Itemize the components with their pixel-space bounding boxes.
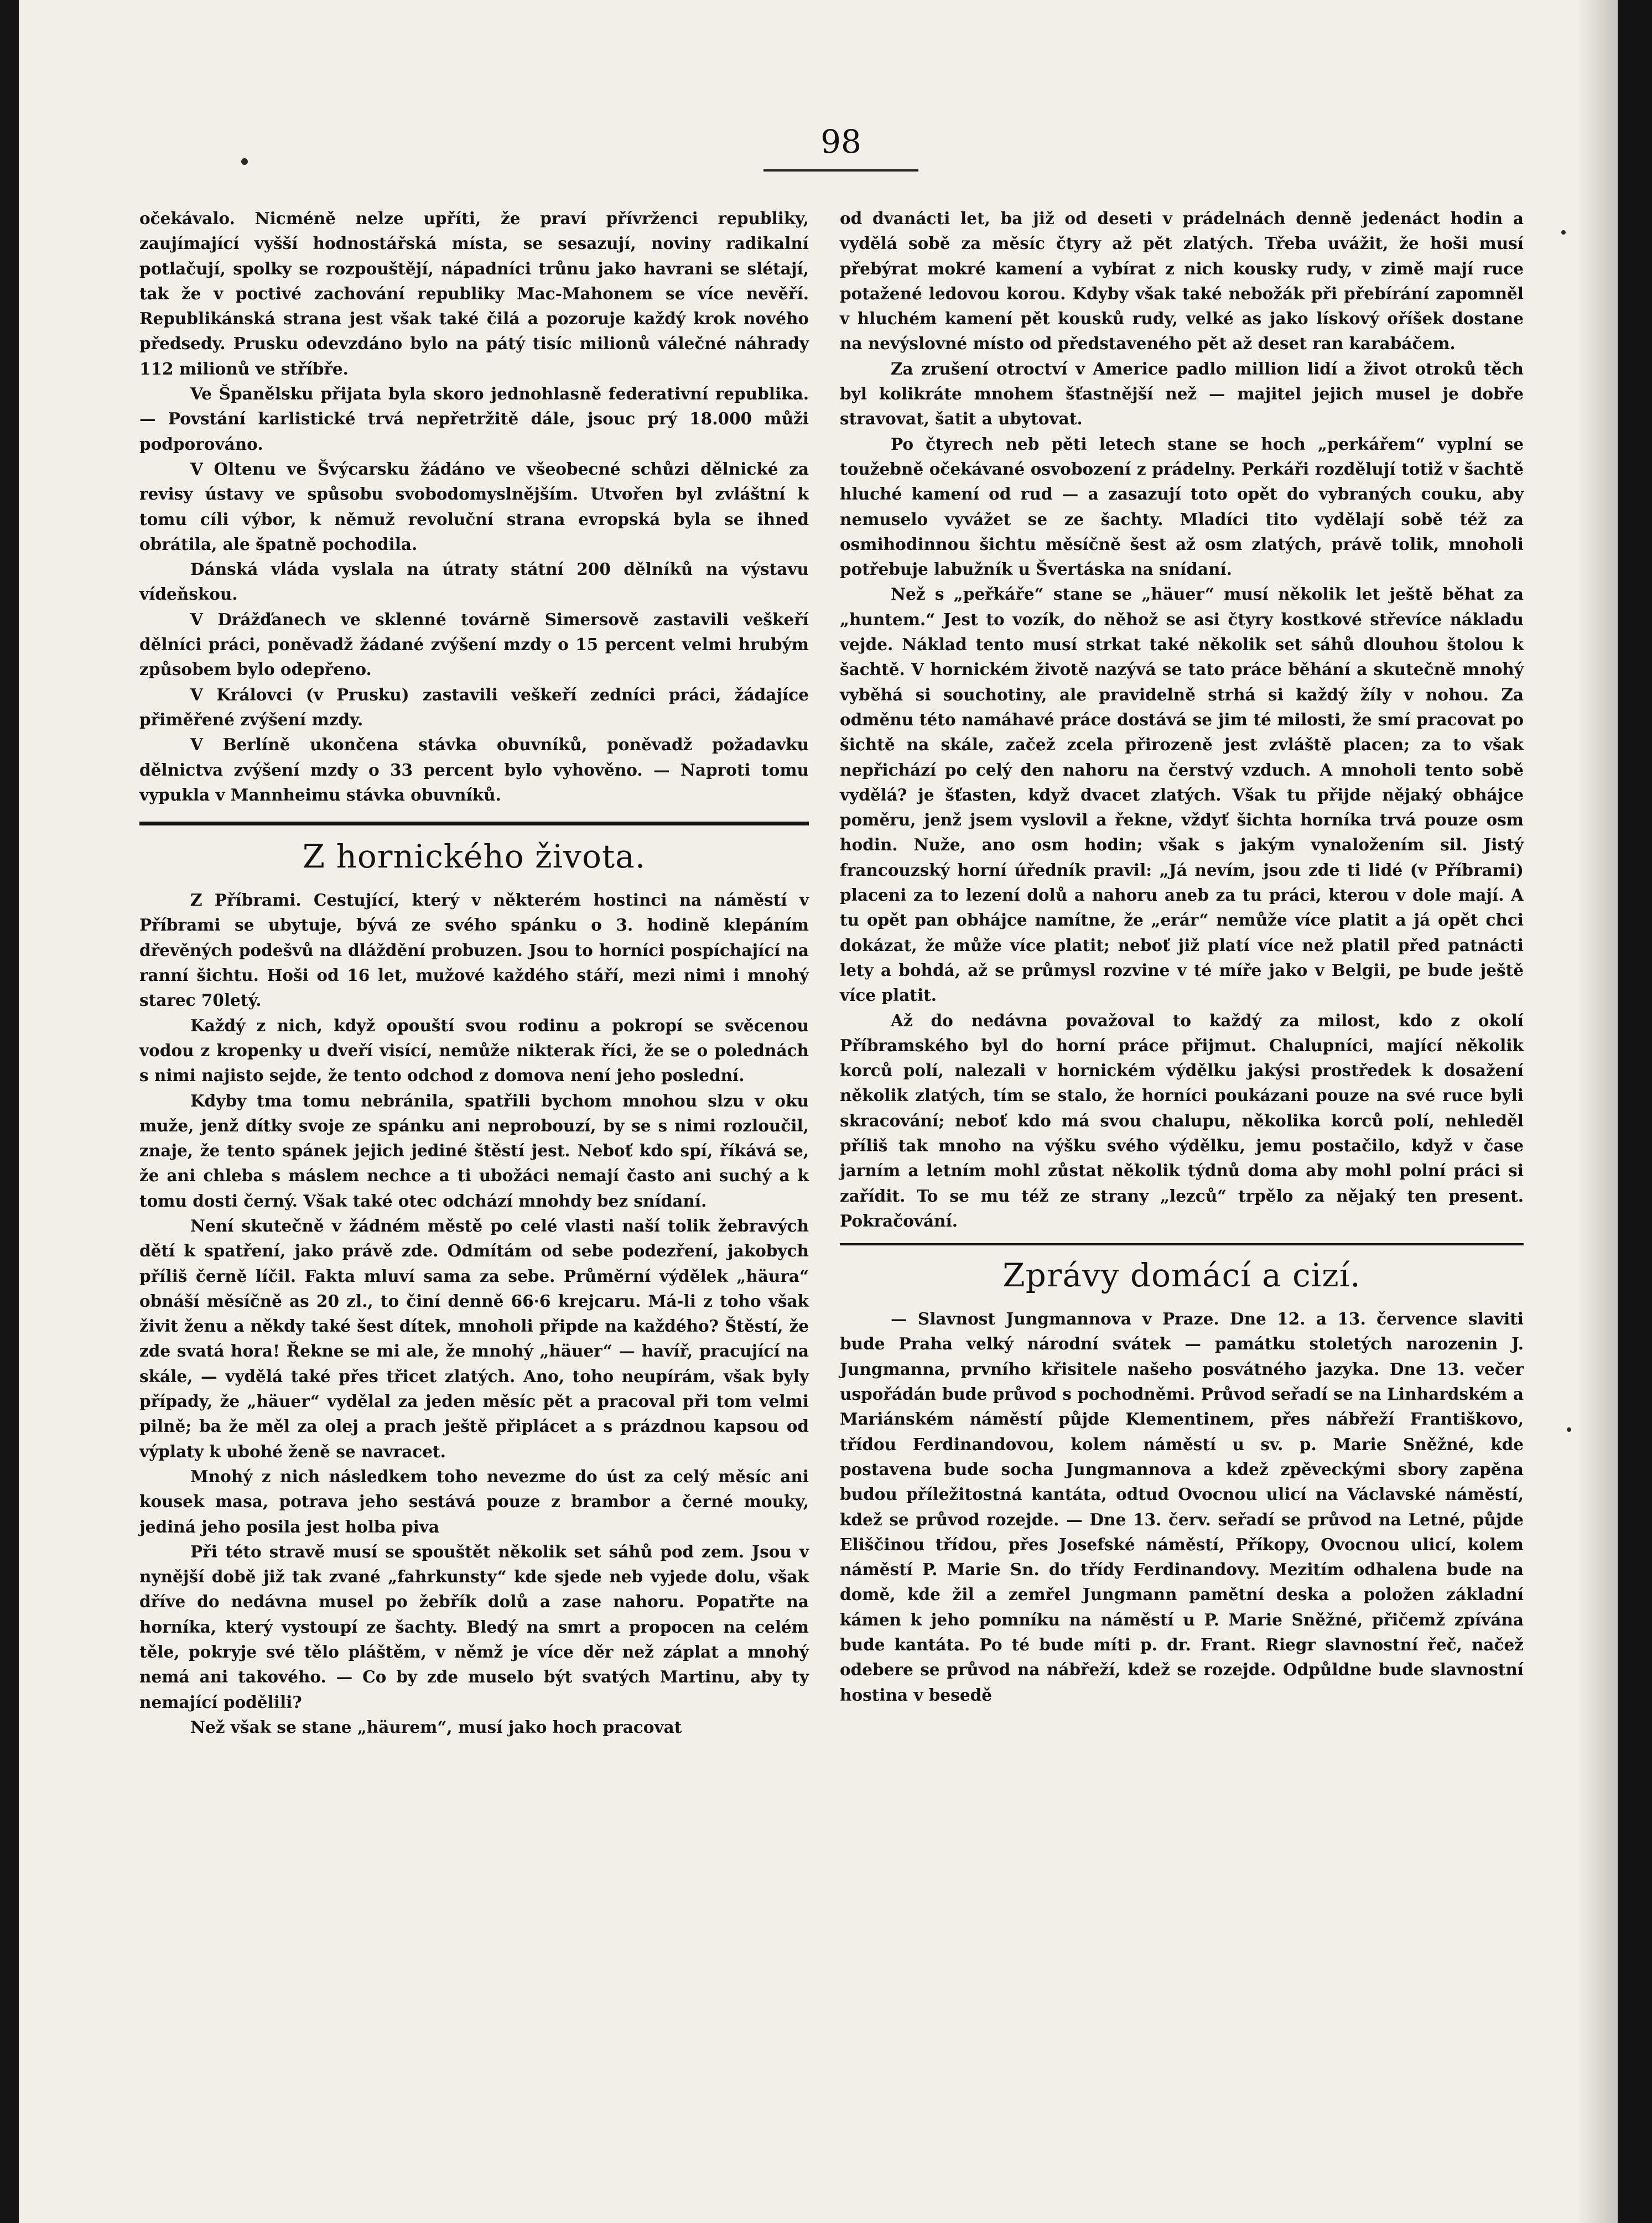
article-paragraph: od dvanácti let, ba již od deseti v prádelnách denně jedenáct hodin a vydělá sobě za měsíc čtyry až pět zlatých. Třeba uvážit, že hoši musí přebýrat mokré kamení a vybírat z nich kousky rudy, v zimě mají ruce potažené ledovou korou. Kdyby však také nebožák při přebírání zapomněl v hluchém kamení pět kousků rudy, velké as jako lískový oříšek dostane na nevýslovné místo od představeného pět až deset ran karabáčem. bbox=[840, 209, 1524, 354]
article-paragraph: Než však se stane „häurem“, musí jako hoch pracovat bbox=[190, 1717, 682, 1737]
news-paragraph-denmark: Dánská vláda vyslala na útraty státní 200 dělníků na výstavu vídeňskou. bbox=[139, 559, 809, 604]
news-paragraph-konigsberg: V Královci (v Prusku) zastavili veškeří zedníci práci, žádajíce přiměřené zvýšení mzdy. bbox=[139, 684, 809, 729]
section-title-domestic-foreign-news: Zprávy domácí a cizí. bbox=[1002, 1256, 1361, 1295]
news-paragraph-dresden: V Drážďanech ve sklenné továrně Simersově zastavili veškeří dělníci práci, poněvadž žádané zvýšení mzdy o 15 percent velmi hrubým způsobem bylo odepřeno. bbox=[139, 609, 809, 679]
article-paragraph: Po čtyrech neb pěti letech stane se hoch „perkářem“ vyplní se toužebně očekávané osvobození z prádelny. Perkáři rozdělují totiž v šachtě hluché kamení od rud — a zasazují toto opět do vybraných couku, aby nemuselo vyvážet se ze šachty. Mladíci tito vydělají sobě též za osmihodinnou šichtu měsíčně šest až osm zlatých, právě tolik, mnoholi potřebuje labužník u Švertáska na snídaní. bbox=[840, 434, 1524, 579]
page-number-rule bbox=[763, 169, 918, 172]
scan-border-right bbox=[1618, 0, 1652, 2223]
scan-speck bbox=[1567, 1427, 1571, 1432]
news-paragraph-spain: Ve Španělsku přijata byla skoro jednohlasně federativní republika. — Povstání karlistické trvá nepřetržitě dále, jsouc prý 18.000 můži podporováno. bbox=[139, 384, 809, 454]
page-edge-shadow bbox=[1577, 0, 1618, 2223]
article-paragraph: Než s „peřkáře“ stane se „häuer“ musí několik let ještě běhat za „huntem.“ Jest to vozík, do něhož se asi čtyry kostkové střevíce nákladu vejde. Náklad tento musí strkat také několik set sáhů dlouhou štolou k šachtě. V hornickém životě nazývá se tato práce běhání a skutečně mnohý vyběhá si souchotiny, ale pravidelně strhá si každý žíly v nohou. Za odměnu této namáhavé práce dostává se jim té milosti, že smí pracovat po šichtě na skále, začež zcela přirozeně jest zvláště placen; za to však nepřichází po celý den nahoru na čerstvý vzduch. A mnoholi tento sobě vydělá? je šťasten, když dvacet zlatých. Však tu přijde nějaký obhájce poměru, jenž jsem vyslovil a řekne, vždyť šichta horníka trvá pouze osm hodin. Nuže, ano osm hodin; však s jakým vynaložením sil. Jistý francouzský horní úředník pravil: „Já nevím, jsou zde ti lidé (v Příbrami) placeni za to lezení dolů a nahoru aneb za tu práci, kterou v dole mají. A tu opět pan obhájce namítne, že „erár“ nemůže více platit a já opět chci dokázat, že může více platit; neboť již platí více než platil před patnácti lety a bohdá, až se průmysl rozvine v té míře jako v Belgii, pe bude ještě více platit. bbox=[840, 584, 1524, 1005]
article-paragraph: Z Příbrami. Cestující, který v některém hostinci na náměstí v Příbrami se ubytuje, bývá ze svého spánku o 3. hodině klepáním dřevěných podešvů na dláždění probuzen. Jsou to horníci pospíchající na ranní šichtu. Hoši od 16 let, mužové každého stáří, mezi nimi i mnohý starec 70letý. bbox=[139, 890, 809, 1010]
page-number: 98 bbox=[820, 123, 861, 160]
scan-speck bbox=[1561, 230, 1566, 235]
article-paragraph: Kdyby tma tomu nebránila, spatřili bychom mnohou slzu v oku muže, jenž dítky svoje ze spánku ani neprobouzí, by se s nimi rozloučil, znaje, že tento spánek jejich jediné štěstí jest. Neboť kdo spí, říkává se, že ani chleba s máslem nechce a ti ubožáci nemají často ani suchý a k tomu dosti černý. Však také otec odchází mnohdy bez snídaní. bbox=[139, 1090, 809, 1211]
left-column bbox=[139, 206, 809, 1739]
section-divider bbox=[840, 1243, 1524, 1245]
article-paragraph: Za zrušení otroctví v Americe padlo million lidí a život otroků těch byl kolikráte mnohem šťastnější než — majitel jejich musel je dobře stravovat, šatit a ubytovat. bbox=[840, 359, 1524, 429]
news-paragraph-berlin: V Berlíně ukončena stávka obuvníků, poněvadž požadavku dělnictva zvýšení mzdy o 33 percent bylo vyhověno. — Naproti tomu vypukla v Mannheimu stávka obuvníků. bbox=[139, 735, 809, 804]
scan-border-left bbox=[0, 0, 19, 2223]
news-paragraph-olten: V Oltenu ve Švýcarsku žádáno ve všeobecné schůzi dělnické za revisy ústavy ve spůsobu svobodomyslnějším. Utvořen byl zvláštní k tomu cíli výbor, k němuž revoluční strana evropská byla se ihned obrátila, ale špatně pochodila. bbox=[139, 459, 809, 554]
article-paragraph: Až do nedávna považoval to každý za milost, kdo z okolí Příbramského byl do horní práce přijmut. Chalupníci, mající několik korců polí, nalezali v hornickém výdělku jakýsi prostředek k dosažení několik zlatých, tím se stalo, že horníci poukázani pouze na své ruce byli skracování; neboť kdo má svou chalupu, několika korců polí, nehleděl příliš tak mnoho na výšku svého výdělku, jemu postačilo, když v čase jarním a letním mohl zůstat několik týdnů doma aby mohl polní práci si zařídit. To se mu též ze strany „lezců“ trpělo za nějaký ten present. Pokračování. bbox=[840, 1010, 1524, 1230]
article-paragraph: Každý z nich, když opouští svou rodinu a pokropí se svěcenou vodou z kropenky u dveří visící, nemůže nikterak říci, že se o polednách s nimi najisto sejde, že tento odchod z domova není jeho poslední. bbox=[139, 1015, 809, 1085]
news-paragraph-jungmann: — Slavnost Jungmannova v Praze. Dne 12. a 13. července slaviti bude Praha velký národní svátek — památku stoletých narozenin J. Jungmanna, prvního křisitele našeho posvátného jazyka. Dne 13. večer uspořádán bude průvod s pochodněmi. Průvod seřadí se na Linhardském a Mariánském náměstí půjde Klementinem, přes nábřeží Františkovo, třídou Ferdinandovou, kolem náměstí u sv. p. Marie Sněžné, kde postavena bude socha Jungmannova a kdež zpěveckými sbory zapěna budou příležitostná kantáta, odtud Ovocnou ulicí na Václavské náměstí, kdež se průvod rozejde. — Dne 13. červ. seřadí se průvod na Letné, půjde Eliščinou třídou, přes Josefské náměstí, Příkopy, Ovocnou ulicí, kolem náměstí P. Marie Sn. do třídy Ferdinandovy. Mezitím odhalena bude na domě, kde žil a zemřel Jungmann pamětní deska a položen základní kámen k jeho pomníku na náměstí u P. Marie Sněžné, přičemž zpívána bude kantáta. Po té bude míti p. dr. Frant. Riegr slavnostní řeč, načež odebere se průvod na nábřeží, kdež se rozejde. Odpůldne bude slavnostní hostina v besedě bbox=[840, 1309, 1524, 1705]
section-title-mining-life: Z hornického života. bbox=[302, 838, 646, 876]
news-paragraph-france: očekávalo. Nicméně nelze upříti, že praví přívrženci republiky, zaujímající vyšší hodnostářská místa, se sesazují, noviny radikalní potlačují, spolky se rozpouštějí, nápadníci trůnu jako havrani se slétají, tak že v poctivé zachování republiky Mac-Mahonem se více nevěří. Republikánská strana jest však také čilá a pozoruje každý krok nového předsedy. Prusku odevzdáno bylo na pátý tisíc milionů válečné náhrady 112 milionů ve stříbře. bbox=[139, 209, 809, 378]
scan-speck bbox=[241, 158, 248, 165]
right-column bbox=[840, 206, 1524, 1707]
article-paragraph: Při této stravě musí se spouštět několik set sáhů pod zem. Jsou v nynější době již tak zvané „fahrkunsty“ kde sjede neb vyjede dolu, však dříve do nedávna musel po žebřík dolů a zase nahoru. Popatřte na horníka, který vystoupí ze šachty. Bledý na smrt a propocen na celém těle, pokryje své tělo pláštěm, v němž je více děr než záplat a mnohý nemá ani takového. — Co by zde muselo být svatých Martinu, aby ty nemající podělili? bbox=[139, 1541, 809, 1712]
article-paragraph: Mnohý z nich následkem toho nevezme do úst za celý měsíc ani kousek masa, potrava jeho sestává pouze z brambor a černé mouky, jediná jeho posila jest holba piva bbox=[139, 1466, 809, 1536]
section-divider bbox=[139, 822, 809, 825]
article-paragraph: Není skutečně v žádném městě po celé vlasti naší tolik žebravých dětí k spatření, jako právě zde. Odmítám od sebe podezření, jakobych příliš černě líčil. Fakta mluví sama za sebe. Průměrní výdělek „häura“ obnáší měsíčně as 20 zl., to činí denně 66·6 krejcaru. Má-li z toho však živit ženu a někdy také šest dítek, mnoholi připde na každého? Štěstí, že zde svatá hora! Řekne se mi ale, že mnohý „häuer“ — havíř, pracující na skále, — vydělá také přes třicet zlatých. Ano, toho neupírám, však byly případy, že „häuer“ vydělal za jeden měsíc pět a pracoval při tom velmi pilně; ba že měl za olej a prach ještě připlácet a s prázdnou kapsou od výplaty k ubohé ženě se navracet. bbox=[139, 1216, 809, 1461]
